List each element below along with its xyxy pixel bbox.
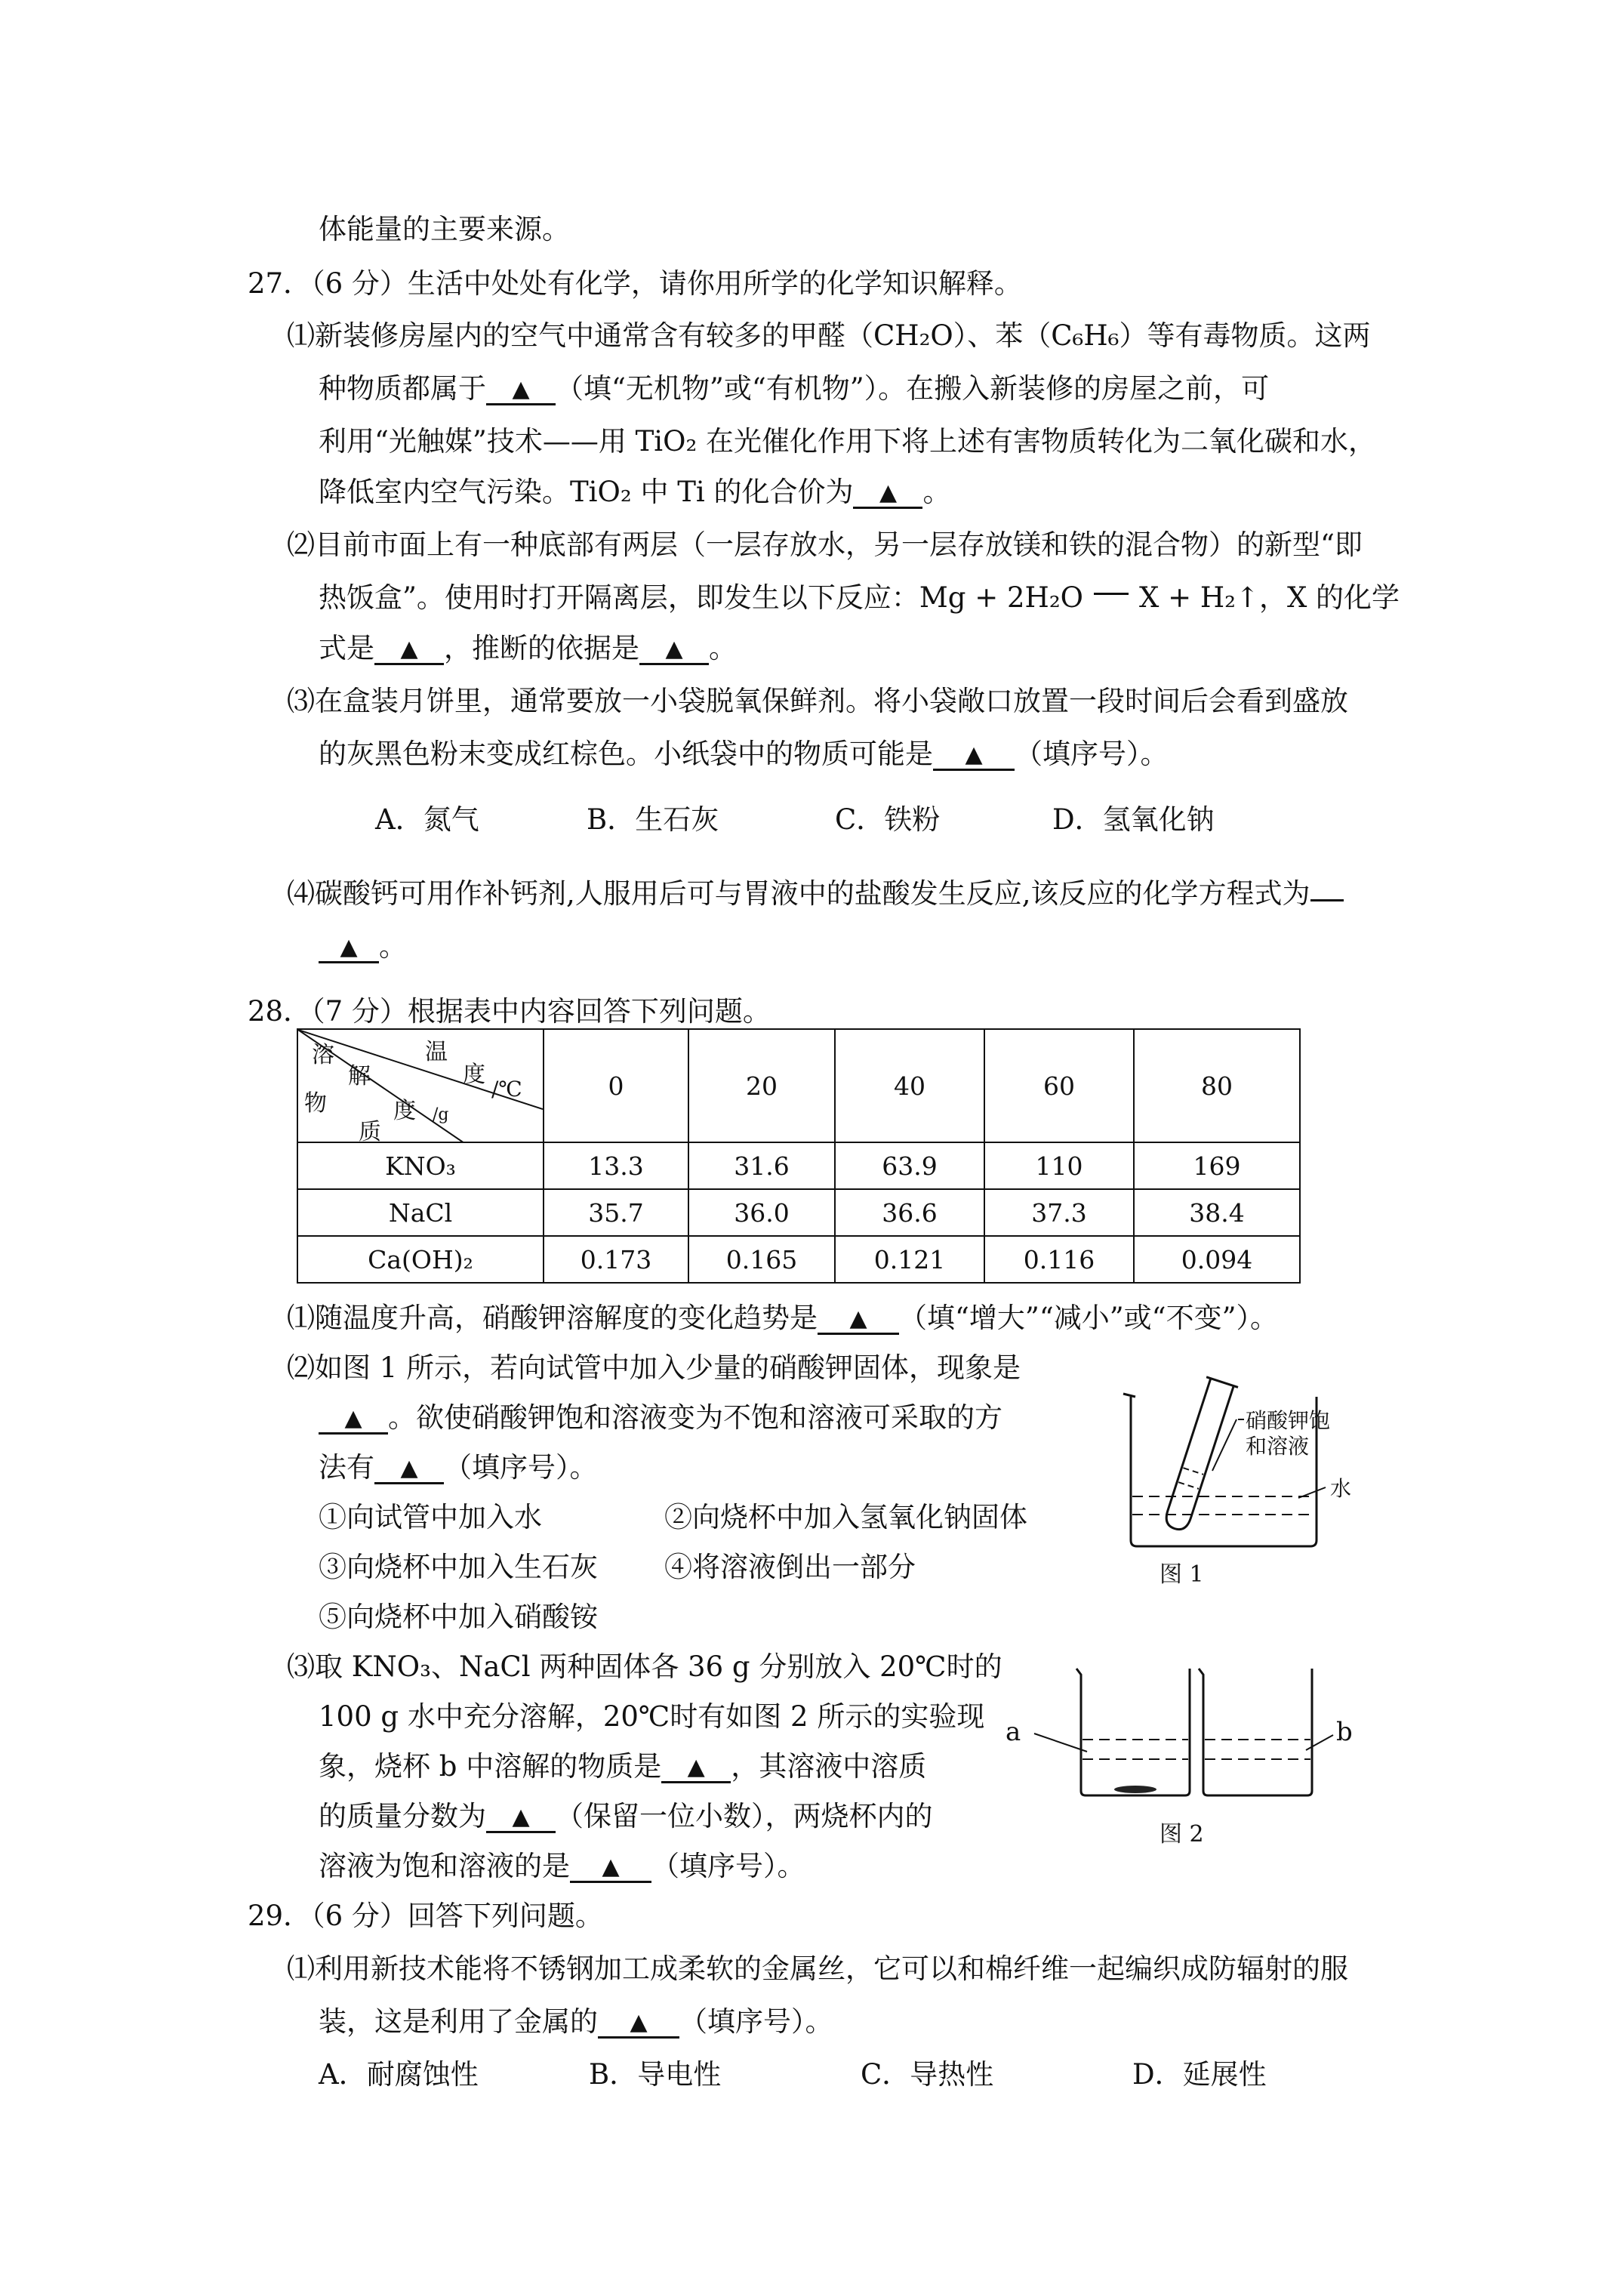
answer-blank[interactable] — [319, 1403, 388, 1435]
q29-p1-line2 — [319, 2004, 833, 2040]
corner-text: /g — [433, 1105, 449, 1124]
beaker-a — [1034, 1669, 1190, 1795]
text: ⑷碳酸钙可用作补钙剂,人服用后可与胃液中的盐酸发生反应,该反应的化学方程式为 — [287, 877, 1310, 910]
q27-p3-line2 — [319, 736, 1169, 772]
text: （填“增大”“减小”或“不变”）。 — [899, 1302, 1278, 1334]
answer-blank[interactable] — [818, 1303, 899, 1335]
corner-text: 物 — [304, 1090, 327, 1117]
q27-option-d: D．氢氧化钠 — [1052, 803, 1215, 836]
solubility-table — [297, 1028, 1301, 1284]
text: ，推断的依据是 — [444, 632, 639, 664]
temp-header: 0 — [544, 1029, 688, 1142]
q29-option-a: A．耐腐蚀性 — [319, 2058, 479, 2091]
q26-tail: 体能量的主要来源。 — [319, 213, 570, 245]
beaker-b — [1199, 1669, 1333, 1795]
q27-p4-line2 — [319, 929, 407, 965]
q27-p1-line2 — [319, 371, 1269, 407]
substance-name: KNO₃ — [297, 1142, 544, 1189]
temp-header: 40 — [835, 1029, 984, 1142]
corner-text: 度 — [463, 1062, 485, 1088]
q27-p2-line1: ⑵目前市面上有一种底部有两层（一层存放水，另一层存放镁和铁的混合物）的新型“即 — [287, 529, 1363, 561]
text: 种物质都属于 — [319, 372, 486, 405]
table-cell: 63.9 — [835, 1142, 984, 1189]
q27-p4-line1 — [287, 876, 1344, 912]
answer-blank[interactable] — [486, 1801, 556, 1833]
table-cell: 0.165 — [688, 1236, 835, 1283]
table-cell: 0.121 — [835, 1236, 984, 1283]
answer-blank[interactable] — [661, 1752, 731, 1783]
figure-1-label-solution-2: 和溶液 — [1246, 1434, 1310, 1459]
corner-text: 解 — [348, 1063, 371, 1089]
q28-p3-line4 — [319, 1798, 933, 1835]
corner-text: 度 — [393, 1098, 416, 1124]
q28-option-2: ②向烧杯中加入氢氧化钠固体 — [664, 1501, 1027, 1533]
corner-text: 温 — [425, 1039, 448, 1065]
q28-p3-line5 — [319, 1848, 805, 1885]
text: 。 — [379, 930, 407, 963]
q28-p2-line1: ⑵如图 1 所示，若向试管中加入少量的硝酸钾固体，现象是 — [287, 1351, 1021, 1384]
corner-text: 溶 — [312, 1042, 334, 1068]
table-row — [297, 1142, 1300, 1189]
text: 装，这是利用了金属的 — [319, 2005, 598, 2038]
text: X + H₂↑，X 的化学 — [1138, 581, 1400, 614]
figure-2-caption: 图 2 — [1160, 1821, 1204, 1848]
answer-blank[interactable] — [639, 633, 709, 665]
table-row — [297, 1236, 1300, 1283]
q29-option-d: D．延展性 — [1132, 2058, 1267, 2091]
q27-p2-line3 — [319, 630, 737, 667]
temp-header: 20 — [688, 1029, 835, 1142]
q27-option-b: B．生石灰 — [587, 803, 719, 836]
q27-p1-line1: ⑴新装修房屋内的空气中通常含有较多的甲醛（CH₂O）、苯（C₆H₆）等有毒物质。这两 — [287, 319, 1371, 352]
q29-p1-line1: ⑴利用新技术能将不锈钢加工成柔软的金属丝，它可以和棉纤维一起编织成防辐射的服 — [287, 1952, 1348, 1985]
table-cell: 0.173 — [544, 1236, 688, 1283]
corner-text: /℃ — [491, 1077, 522, 1102]
q28-option-3: ③向烧杯中加入生石灰 — [319, 1551, 598, 1583]
figure-2-label-a: a — [1006, 1717, 1021, 1747]
answer-blank-start — [1310, 899, 1344, 901]
text: ，其溶液中溶质 — [731, 1750, 927, 1783]
text: 法有 — [319, 1451, 374, 1484]
figure-2-label-b: b — [1336, 1717, 1353, 1747]
q29-option-c: C．导热性 — [861, 2058, 994, 2091]
text: 。欲使硝酸钾饱和溶液变为不饱和溶液可采取的方 — [388, 1401, 1002, 1434]
text: （填序号）。 — [444, 1451, 598, 1484]
text: 式是 — [319, 632, 374, 664]
q27-p2-line2 — [319, 580, 1400, 616]
q28-p3-line2: 100 g 水中充分溶解，20℃时有如图 2 所示的实验现 — [319, 1700, 985, 1733]
table-row — [297, 1189, 1300, 1236]
text: （保留一位小数），两烧杯内的 — [556, 1800, 933, 1832]
text: （填序号）。 — [651, 1850, 805, 1882]
substance-name: Ca(OH)₂ — [297, 1236, 544, 1283]
table-cell: 36.0 — [688, 1189, 835, 1236]
figure-1-beaker-test-tube — [1110, 1374, 1351, 1563]
table-cell: 110 — [984, 1142, 1134, 1189]
text: 热饭盒”。使用时打开隔离层，即发生以下反应：Mg + 2H₂O — [319, 581, 1083, 614]
q27-option-a: A．氮气 — [375, 803, 479, 836]
answer-blank[interactable] — [319, 932, 379, 963]
substance-name: NaCl — [297, 1189, 544, 1236]
table-cell: 0.094 — [1134, 1236, 1300, 1283]
q28-heading: 28．（7 分）根据表中内容回答下列问题。 — [248, 995, 771, 1028]
q28-option-1: ①向试管中加入水 — [319, 1501, 542, 1533]
answer-blank[interactable] — [598, 2007, 679, 2039]
q28-p1 — [287, 1300, 1278, 1336]
text: ⑴随温度升高，硝酸钾溶解度的变化趋势是 — [287, 1302, 818, 1334]
answer-blank[interactable] — [486, 374, 556, 405]
q27-p1-line4 — [319, 474, 950, 510]
q29-option-b: B．导电性 — [589, 2058, 722, 2091]
answer-blank[interactable] — [933, 739, 1015, 771]
table-cell: 31.6 — [688, 1142, 835, 1189]
answer-blank[interactable] — [853, 477, 922, 509]
answer-blank[interactable] — [374, 633, 444, 665]
text: 溶液为饱和溶液的是 — [319, 1850, 570, 1882]
equals-line — [1094, 593, 1129, 595]
q27-p3-line1: ⑶在盒装月饼里，通常要放一小袋脱氧保鲜剂。将小袋敞口放置一段时间后会看到盛放 — [287, 685, 1348, 717]
text: （填序号）。 — [1015, 738, 1169, 770]
q28-p2-line3 — [319, 1450, 598, 1486]
figure-2-two-beakers — [1004, 1661, 1351, 1804]
answer-blank[interactable] — [374, 1453, 444, 1484]
text: （填“无机物”或“有机物”）。在搬入新装修的房屋之前，可 — [556, 372, 1270, 405]
q28-p2-line2 — [319, 1400, 1002, 1436]
temp-header: 60 — [984, 1029, 1134, 1142]
text: 象，烧杯 b 中溶解的物质是 — [319, 1750, 662, 1783]
table-cell: 13.3 — [544, 1142, 688, 1189]
corner-text: 质 — [359, 1119, 381, 1145]
q28-p3-line1: ⑶取 KNO₃、NaCl 两种固体各 36 g 分别放入 20℃时的 — [287, 1650, 1002, 1683]
table-cell: 37.3 — [984, 1189, 1134, 1236]
text: 。 — [922, 476, 951, 508]
figure-1-caption: 图 1 — [1160, 1561, 1204, 1588]
temp-header: 80 — [1134, 1029, 1300, 1142]
figure-1-label-solution: 硝酸钾饱 — [1246, 1408, 1331, 1433]
q28-option-4: ④将溶液倒出一部分 — [664, 1551, 916, 1583]
text: 的质量分数为 — [319, 1800, 486, 1832]
q29-heading: 29．（6 分）回答下列问题。 — [248, 1900, 603, 1932]
text: 降低室内空气污染。TiO₂ 中 Ti 的化合价为 — [319, 476, 854, 508]
table-cell: 35.7 — [544, 1189, 688, 1236]
table-cell: 169 — [1134, 1142, 1300, 1189]
q27-heading: 27．（6 分）生活中处处有化学，请你用所学的化学知识解释。 — [248, 267, 1022, 300]
q27-p1-line3: 利用“光触媒”技术——用 TiO₂ 在光催化作用下将上述有害物质转化为二氧化碳和水， — [319, 425, 1377, 458]
answer-blank[interactable] — [570, 1851, 651, 1883]
text: 的灰黑色粉末变成红棕色。小纸袋中的物质可能是 — [319, 738, 933, 770]
table-cell: 36.6 — [835, 1189, 984, 1236]
text: 。 — [709, 632, 737, 664]
table-corner-cell — [297, 1029, 544, 1145]
figure-1-label-water: 水 — [1330, 1476, 1352, 1501]
text: （填序号）。 — [679, 2005, 833, 2038]
q27-option-c: C．铁粉 — [835, 803, 941, 836]
q28-p3-line3 — [319, 1749, 926, 1785]
table-cell: 38.4 — [1134, 1189, 1300, 1236]
table-cell: 0.116 — [984, 1236, 1134, 1283]
q28-option-5: ⑤向烧杯中加入硝酸铵 — [319, 1601, 598, 1633]
